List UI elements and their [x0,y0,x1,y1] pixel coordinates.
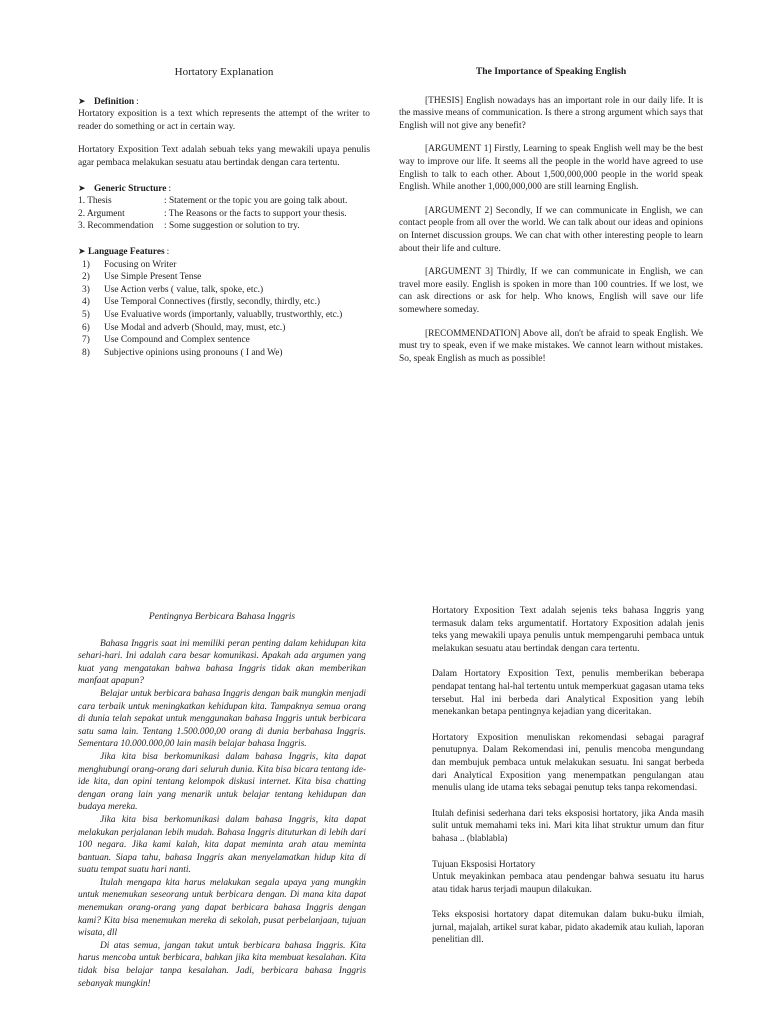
structure-row: 3. Recommendation : Some suggestion or solution to try. [78,221,300,232]
translation-paragraph: Belajar untuk berbicara bahasa Inggris dengan baik mungkin menjadi cara terbaik untuk meningkatkan kehidupan kita. Tampaknya semua orang di dunia telah sepakat untuk menggunakan bahasa Inggris untuk berbicara satu sama lain. Tentang 1.500.000,00 orang di dunia berbahasa Inggris. Sementara 10.000.000,00 lain masih belajar bahasa Inggris. [78,688,366,750]
explanation-paragraph: Teks eksposisi hortatory dapat ditemukan dalam buku-buku ilmiah, jurnal, majalah, artikel surat kabar, pidato akademik atau kuliah, laporan penelitian dll. [432,910,704,946]
structure-row: 1. Thesis : Statement or the topic you are going talk about. [78,196,348,207]
structure-row: 2. Argument : The Reasons or the facts to support your thesis. [78,208,347,219]
translation-paragraph: Jika kita bisa berkomunikasi dalam bahasa Inggris, kita dapat melakukan perjalanan lebih mudah. Bahasa Inggris dituturkan di lebih dari 100 negara. Jika kami kalah, kita dapat meminta arah atau meminta bantuan. Siapa tahu, bahasa Inggris akan menyelamatkan hidup kita di suatu tempat suatu hari nanti. [78,814,366,876]
list-item: 2) Use Simple Present Tense [82,272,202,283]
definition-heading: Definition [94,96,135,107]
translation-paragraph: Di atas semua, jangan takut untuk berbicara bahasa Inggris. Kita harus mencoba untuk berbicara, bahkan jika kita membuat kesalahan. Kita tidak bisa belajar tanpa kesalahan. Jadi, berbicara bahasa Inggris sebanyak mungkin! [78,940,366,989]
language-features-list [78,259,370,360]
english-essay-title: The Importance of Speaking English [475,66,627,77]
recommendation-paragraph: [RECOMMENDATION] Above all, don't be afraid to speak English. We must try to speak, even if we make mistakes. We cannot learn without mistakes. So, speak English as much as possible! [399,328,703,364]
argument-1-paragraph: [ARGUMENT 1] Firstly, Learning to speak English well may be the best way to improve our life. It seems all the people in the world have agreed to use English to talk to each other. About 1,500,000,000 people in the world speak English. While another 1,000,000,000 are still learning English. [399,144,703,193]
definition-english: Hortatory exposition is a text which represents the attempt of the writer to reader do something or act in certain way. [78,109,370,132]
generic-structure-section: ➤ Generic Structure : 1. Thesis : Statement or the topic you are going talk about. 2. Argument : The Reasons or the facts to support your thesis. 3. Recommendation : Some suggestion or solution to try. [78,182,370,233]
argument-3-paragraph: [ARGUMENT 3] Thirdly, If we can communicate in English, we can travel more easily. English is spoken in more than 100 countries. If we lost, we can ask directions or ask for help. Who knows, English will save our life somewhere someday. [399,267,703,315]
arrow-bullet-icon: ➤ [78,182,86,193]
arrow-bullet-icon: ➤ [78,95,86,106]
importance-of-english-section [399,66,703,376]
list-item: 1) Focusing on Writer [82,259,177,270]
list-item: 4) Use Temporal Connectives (firstly, secondly, thirdly, etc.) [82,297,321,308]
list-item: 5) Use Evaluative words (importanly, valuablly, trustworthly, etc.) [82,309,343,320]
translation-title: Pentingnya Berbicara Bahasa Inggris [148,611,296,622]
language-features-section: ➤ Language Features : 1) Focusing on Writer 2) Use Simple Present Tense 3) Use Action verbs ( value, talk, spoke, etc.) 4) Use Temporal Connectives (firstly, secondly, thirdly, etc.) 5) Use Evaluative words (importanly, valuablly, trustworthly, etc.) 6) Use Modal and adverb (Should, may, must, etc.) 7) Use Compound and Complex sentence 8) Subjective opinions using pronouns ( I and We) [78,245,370,359]
language-features-heading: Language Features [88,246,165,257]
explanation-paragraph: Dalam Hortatory Exposition Text, penulis memberikan beberapa pendapat tentang hal-hal tertentu untuk memperkuat gagasan utama teks tersebut. Hal ini berbeda dari Analytical Exposition yang lebih menekankan betapa pentingnya kejadian yang diceritakan. [432,669,704,718]
indonesian-translation-section [78,611,366,990]
page-title: Hortatory Explanation [174,66,274,78]
translation-paragraph: Jika kita bisa berkomunikasi dalam bahasa Inggris, kita dapat menghubungi orang-orang dari seluruh dunia. Kita bisa bicara tentang ide-ide kita, dan opini tentang kelompok diskusi internet. Kita bisa chatting dengan orang lain yang menarik untuk belajar tentang kehidupan dan budaya mereka. [78,751,366,813]
hortatory-explanation-section [78,66,370,371]
list-item: 7) Use Compound and Complex sentence [82,335,250,346]
purpose-heading: Tujuan Eksposisi Hortatory [432,859,536,870]
explanation-paragraph: Hortatory Exposition menuliskan rekomendasi sebagai paragraf penutupnya. Dalam Rekomendasi ini, penulis mencoba mengundang dan membujuk pembaca untuk melakukan sesuatu. Ini sangat berbeda dari Analytical Exposition yang menempatkan pengulangan atau menulis ulang ide utama teks sebagai penutup teks tanpa rekomendasi. [432,732,704,794]
list-item: 6) Use Modal and adverb (Should, may, must, etc.) [82,322,286,333]
definition-indonesian: Hortatory Exposition Text adalah sebuah teks yang mewakili upaya penulis agar pembaca melakukan sesuatu atau bertindak dengan cara tertentu. [78,145,370,168]
hortatory-explanation-indonesian [432,605,704,960]
list-item: 8) Subjective opinions using pronouns ( I and We) [82,347,283,358]
argument-2-paragraph: [ARGUMENT 2] Secondly, If we can communicate in English, we can contact people from all over the world. We can talk about our ideas and opinions on Internet discussion groups. We can chat with other interesting people to learn about their life and culture. [399,205,703,254]
list-item: 3) Use Action verbs ( value, talk, spoke, etc.) [82,284,264,295]
explanation-paragraph: Itulah definisi sederhana dari teks eksposisi hortatory, jika Anda masih sulit untuk memahami teks ini. Mari kita lihat struktur umum dan fitur bahasa .. (blablabla) [432,808,704,844]
translation-paragraph: Bahasa Inggris saat ini memiliki peran penting dalam kehidupan kita sehari-hari. Ini adalah cara besar komunikasi. Apakah ada argumen yang kuat yang mengatakan bahwa bahasa Inggris tidak akan memberikan manfaat apapun? [78,638,366,687]
generic-structure-heading: Generic Structure [94,183,167,194]
definition-section: ➤ Definition : Hortatory exposition is a text which represents the attempt of the writer to reader do something or act in certain way. Hortatory Exposition Text adalah sebuah teks yang mewakili upaya penulis agar pembaca melakukan sesuatu atau bertindak dengan cara tertentu. [78,95,370,168]
purpose-paragraph: Untuk meyakinkan pembaca atau pendengar bahwa sesuatu itu harus atau tidak harus terjadi maupun dilakukan. [432,872,704,895]
explanation-paragraph: Hortatory Exposition Text adalah sejenis teks bahasa Inggris yang termasuk dalam teks argumentatif. Hortatory Exposition adalah jenis teks yang mewakili upaya penulis untuk mempengaruhi pembaca untuk melakukan sesuatu atau bertindak dengan cara tertentu. [432,606,704,654]
thesis-paragraph: [THESIS] English nowadays has an important role in our daily life. It is the massive means of communication. Is there a strong argument which says that English will not give any benefit? [399,95,703,131]
arrow-bullet-icon: ➤ [78,245,86,256]
translation-paragraph: Itulah mengapa kita harus melakukan segala upaya yang mungkin untuk menemukan seseorang untuk berbicara dengan. Di mana kita dapat menemukan orang-orang yang dapat berbicara bahasa Inggris dengan kami? Kita bisa menemukan mereka di sekolah, pusat perbelanjaan, tujuan wisata, dll [78,877,366,939]
